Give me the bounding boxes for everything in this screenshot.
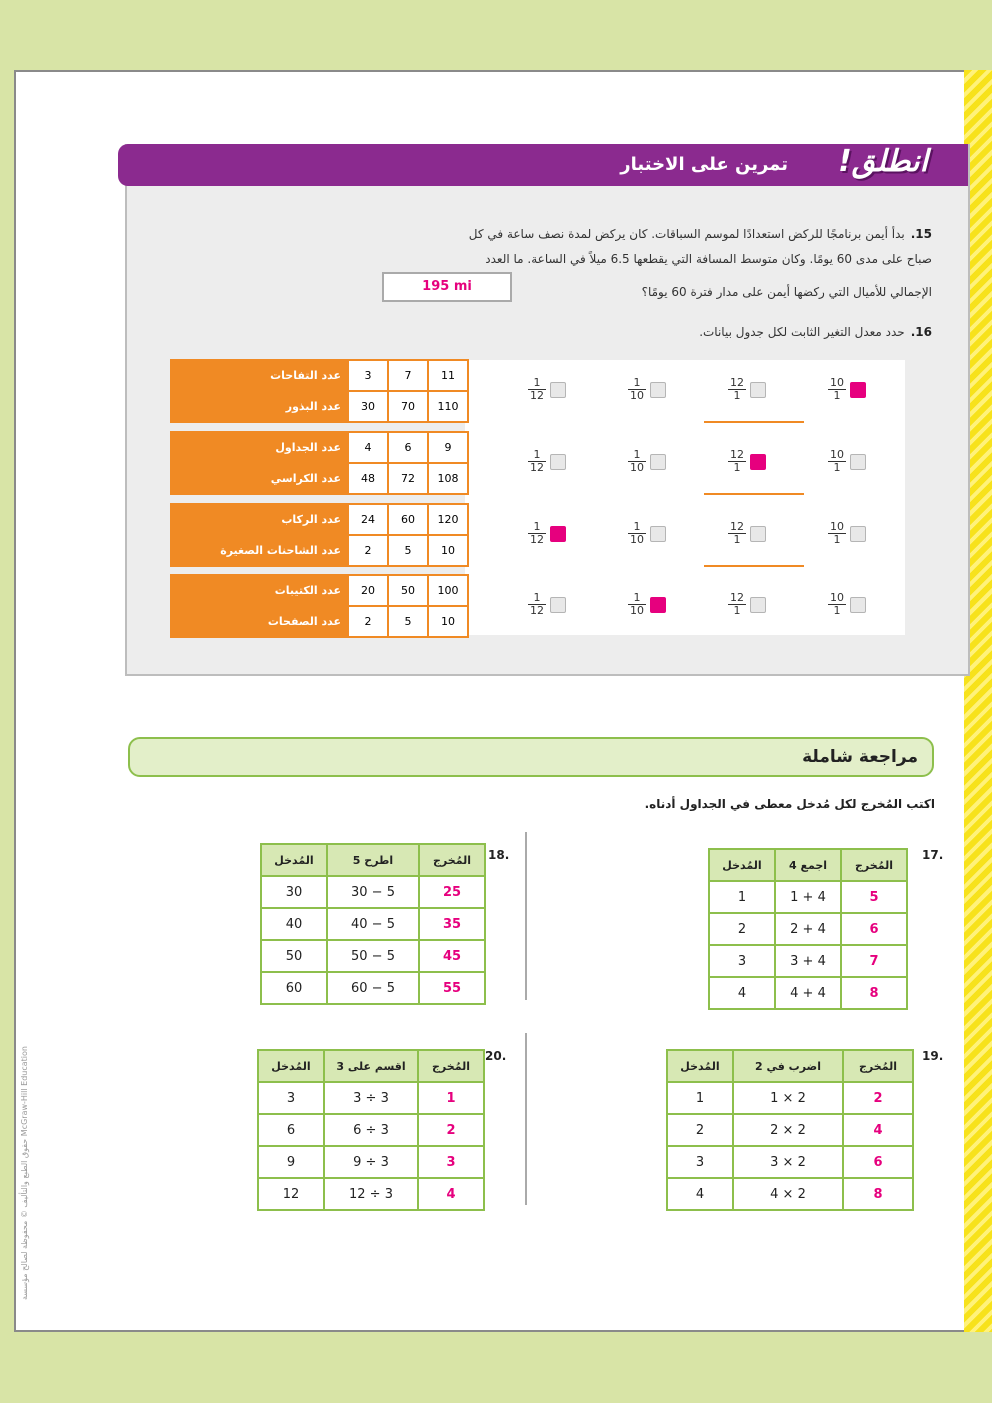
- numerator: 1: [628, 377, 646, 390]
- table-cell: 5: [388, 606, 428, 637]
- row-label: عدد الشاحنات الصغيرة: [171, 535, 348, 566]
- rule-cell: 12 ÷ 3: [324, 1178, 418, 1210]
- question-text-line1: بدأ أيمن برنامجًا للركض استعدادًا لموسم السباقات. كان يركض لمدة نصف ساعة في كل: [468, 227, 905, 241]
- rule-cell: 1 × 2: [733, 1082, 843, 1114]
- test-practice-banner: [118, 144, 968, 186]
- table-cell: 60: [388, 504, 428, 535]
- row-label: عدد البذور: [171, 391, 348, 422]
- table-cell: 100: [428, 575, 468, 606]
- denominator: 10: [630, 533, 644, 546]
- denominator: 10: [630, 389, 644, 402]
- table-cell: 110: [428, 391, 468, 422]
- column-header: المُدخل: [258, 1050, 324, 1082]
- divider: [525, 1033, 527, 1205]
- fraction: [628, 592, 646, 617]
- denominator: 1: [833, 533, 841, 546]
- rule-cell: 40 − 5: [327, 908, 419, 940]
- choice-option[interactable]: [628, 449, 666, 474]
- output-cell[interactable]: 4: [418, 1178, 484, 1210]
- checkbox[interactable]: [750, 597, 766, 613]
- choice-option[interactable]: [628, 521, 666, 546]
- choice-option[interactable]: [628, 592, 666, 617]
- numerator: 10: [830, 520, 844, 533]
- fraction: [628, 521, 646, 546]
- input-cell: 2: [667, 1114, 733, 1146]
- numerator: 10: [830, 591, 844, 604]
- table-cell: 2: [348, 606, 388, 637]
- checkbox[interactable]: [750, 382, 766, 398]
- review-title: مراجعة شاملة: [802, 747, 918, 767]
- table-row: [709, 977, 907, 1009]
- rule-cell: 2 × 2: [733, 1114, 843, 1146]
- column-header: المُدخل: [261, 844, 327, 876]
- table-cell: 24: [348, 504, 388, 535]
- numerator: 1: [528, 377, 546, 390]
- fraction: [828, 592, 846, 617]
- checkbox[interactable]: [750, 526, 766, 542]
- table-row: [667, 1178, 913, 1210]
- function-table: [257, 1049, 485, 1211]
- column-header: المُخرج: [843, 1050, 913, 1082]
- choice-option[interactable]: [828, 449, 866, 474]
- checkbox[interactable]: [850, 382, 866, 398]
- row-label: عدد الركاب: [171, 504, 348, 535]
- input-cell: 3: [258, 1082, 324, 1114]
- numerator: 12: [730, 376, 744, 389]
- output-cell[interactable]: 6: [843, 1146, 913, 1178]
- rule-cell: 30 − 5: [327, 876, 419, 908]
- table-cell: 20: [348, 575, 388, 606]
- input-cell: 30: [261, 876, 327, 908]
- checkbox[interactable]: [550, 526, 566, 542]
- column-header: اضرب في 2: [733, 1050, 843, 1082]
- fraction: [828, 449, 846, 474]
- rule-cell: 1 + 4: [775, 881, 841, 913]
- denominator: 12: [530, 461, 544, 474]
- numerator: 12: [730, 591, 744, 604]
- choice-option[interactable]: [828, 377, 866, 402]
- choice-option[interactable]: [728, 449, 766, 474]
- output-cell[interactable]: 4: [843, 1114, 913, 1146]
- checkbox[interactable]: [550, 597, 566, 613]
- table-number: 17.: [922, 848, 944, 862]
- checkbox[interactable]: [850, 454, 866, 470]
- rule-cell: 9 ÷ 3: [324, 1146, 418, 1178]
- denominator: 10: [630, 604, 644, 617]
- choice-option[interactable]: [528, 521, 566, 546]
- copyright-credit: حقوق الطبع والتأليف © محفوظة لصالح مؤسسة McGraw-Hill Education: [20, 1046, 29, 1300]
- input-cell: 4: [709, 977, 775, 1009]
- output-cell[interactable]: 55: [419, 972, 485, 1004]
- denominator: 12: [530, 604, 544, 617]
- review-header: [128, 737, 934, 777]
- numerator: 1: [528, 592, 546, 605]
- function-table: [708, 848, 908, 1010]
- question-number: 16.: [910, 325, 932, 339]
- numerator: 12: [730, 520, 744, 533]
- question-prompt: حدد معدل التغير الثابت لكل جدول بيانات.: [699, 325, 905, 339]
- output-cell[interactable]: 5: [841, 881, 907, 913]
- rule-cell: 4 × 2: [733, 1178, 843, 1210]
- numerator: 10: [830, 448, 844, 461]
- table-cell: 5: [388, 535, 428, 566]
- output-cell[interactable]: 7: [841, 945, 907, 977]
- rate-table: [170, 503, 469, 567]
- denominator: 1: [733, 604, 741, 617]
- table-row: [258, 1178, 484, 1210]
- output-cell[interactable]: 8: [841, 977, 907, 1009]
- rule-cell: 3 + 4: [775, 945, 841, 977]
- column-header: المُدخل: [709, 849, 775, 881]
- fraction: [528, 592, 546, 617]
- row-label: عدد الكتيبات: [171, 575, 348, 606]
- fraction: [828, 521, 846, 546]
- rule-cell: 4 + 4: [775, 977, 841, 1009]
- fraction: [528, 521, 546, 546]
- input-cell: 12: [258, 1178, 324, 1210]
- table-cell: 108: [428, 463, 468, 494]
- output-cell[interactable]: 2: [843, 1082, 913, 1114]
- table-row: [261, 972, 485, 1004]
- checkbox[interactable]: [550, 382, 566, 398]
- output-cell[interactable]: 25: [419, 876, 485, 908]
- question-16: [699, 325, 932, 339]
- table-row: [709, 881, 907, 913]
- table-row: [261, 876, 485, 908]
- input-cell: 3: [667, 1146, 733, 1178]
- denominator: 1: [733, 389, 741, 402]
- table-row: [709, 945, 907, 977]
- fraction: [828, 377, 846, 402]
- input-cell: 6: [258, 1114, 324, 1146]
- choice-option[interactable]: [728, 521, 766, 546]
- input-cell: 40: [261, 908, 327, 940]
- rule-cell: 6 ÷ 3: [324, 1114, 418, 1146]
- checkbox[interactable]: [650, 526, 666, 542]
- rate-table: [170, 574, 469, 638]
- denominator: 1: [833, 461, 841, 474]
- table-cell: 10: [428, 535, 468, 566]
- table-cell: 50: [388, 575, 428, 606]
- checkbox[interactable]: [850, 526, 866, 542]
- output-cell[interactable]: 35: [419, 908, 485, 940]
- divider: [525, 832, 527, 1000]
- column-header: اجمع 4: [775, 849, 841, 881]
- row-label: عدد الجداول: [171, 432, 348, 463]
- choice-option[interactable]: [828, 592, 866, 617]
- rule-cell: 50 − 5: [327, 940, 419, 972]
- answer-box-15[interactable]: 195 mi: [382, 272, 512, 302]
- column-header: المُخرج: [419, 844, 485, 876]
- fraction: [728, 449, 746, 474]
- table-cell: 70: [388, 391, 428, 422]
- checkbox[interactable]: [750, 454, 766, 470]
- denominator: 12: [530, 389, 544, 402]
- table-cell: 9: [428, 432, 468, 463]
- fraction: [728, 377, 746, 402]
- fraction: [528, 449, 546, 474]
- row-label: عدد التفاحات: [171, 360, 348, 391]
- column-header: المُخرج: [418, 1050, 484, 1082]
- row-label: عدد الصفحات: [171, 606, 348, 637]
- fraction: [628, 449, 646, 474]
- checkbox[interactable]: [550, 454, 566, 470]
- rule-cell: 60 − 5: [327, 972, 419, 1004]
- rate-table: [170, 359, 469, 423]
- banner-logo: انطلق!: [838, 144, 928, 179]
- table-row: [261, 908, 485, 940]
- separator-line: [704, 565, 804, 567]
- table-row: [261, 940, 485, 972]
- table-row: [667, 1146, 913, 1178]
- table-cell: 30: [348, 391, 388, 422]
- denominator: 1: [733, 533, 741, 546]
- numerator: 10: [830, 376, 844, 389]
- choice-option[interactable]: [728, 592, 766, 617]
- denominator: 1: [833, 604, 841, 617]
- column-header: المُخرج: [841, 849, 907, 881]
- numerator: 1: [628, 449, 646, 462]
- input-cell: 9: [258, 1146, 324, 1178]
- table-cell: 120: [428, 504, 468, 535]
- numerator: 12: [730, 448, 744, 461]
- table-number: 19.: [922, 1049, 944, 1063]
- output-cell[interactable]: 3: [418, 1146, 484, 1178]
- separator-line: [704, 421, 804, 423]
- checkbox[interactable]: [850, 597, 866, 613]
- input-cell: 2: [709, 913, 775, 945]
- choice-option[interactable]: [728, 377, 766, 402]
- table-cell: 11: [428, 360, 468, 391]
- table-cell: 6: [388, 432, 428, 463]
- choice-option[interactable]: [628, 377, 666, 402]
- table-cell: 3: [348, 360, 388, 391]
- checkbox[interactable]: [650, 454, 666, 470]
- choice-option[interactable]: [528, 592, 566, 617]
- input-cell: 1: [709, 881, 775, 913]
- table-cell: 2: [348, 535, 388, 566]
- input-cell: 1: [667, 1082, 733, 1114]
- input-cell: 60: [261, 972, 327, 1004]
- input-cell: 3: [709, 945, 775, 977]
- rule-cell: 3 × 2: [733, 1146, 843, 1178]
- checkbox[interactable]: [650, 382, 666, 398]
- table-row: [258, 1114, 484, 1146]
- column-header: اطرح 5: [327, 844, 419, 876]
- denominator: 10: [630, 461, 644, 474]
- table-cell: 7: [388, 360, 428, 391]
- output-cell[interactable]: 1: [418, 1082, 484, 1114]
- output-cell[interactable]: 6: [841, 913, 907, 945]
- denominator: 1: [833, 389, 841, 402]
- separator-line: [704, 493, 804, 495]
- input-cell: 50: [261, 940, 327, 972]
- function-table: [666, 1049, 914, 1211]
- question-text-line3: الإجمالي للأميال التي ركضها أيمن على مدار فترة 60 يومًا؟: [641, 285, 932, 299]
- checkbox[interactable]: [650, 597, 666, 613]
- denominator: 1: [733, 461, 741, 474]
- choice-option[interactable]: [528, 449, 566, 474]
- table-number: 20.: [485, 1049, 507, 1063]
- table-cell: 48: [348, 463, 388, 494]
- choice-option[interactable]: [828, 521, 866, 546]
- output-cell[interactable]: 8: [843, 1178, 913, 1210]
- function-table: [260, 843, 486, 1005]
- table-row: [709, 913, 907, 945]
- output-cell[interactable]: 2: [418, 1114, 484, 1146]
- review-instruction: اكتب المُخرج لكل مُدخل معطى في الجداول أدناه.: [644, 797, 935, 811]
- question-text-line2: صباح على مدى 60 يومًا. وكان متوسط المسافة التي يقطعها 6.5 ميلاً في الساعة. ما العدد: [485, 252, 932, 266]
- rate-table: [170, 431, 469, 495]
- input-cell: 4: [667, 1178, 733, 1210]
- table-row: [667, 1082, 913, 1114]
- denominator: 12: [530, 533, 544, 546]
- fraction: [528, 377, 546, 402]
- rule-cell: 3 ÷ 3: [324, 1082, 418, 1114]
- table-cell: 72: [388, 463, 428, 494]
- fraction: [628, 377, 646, 402]
- table-row: [667, 1114, 913, 1146]
- fraction: [728, 521, 746, 546]
- row-label: عدد الكراسي: [171, 463, 348, 494]
- table-cell: 10: [428, 606, 468, 637]
- table-cell: 4: [348, 432, 388, 463]
- numerator: 1: [528, 449, 546, 462]
- numerator: 1: [528, 521, 546, 534]
- column-header: اقسم على 3: [324, 1050, 418, 1082]
- table-number: 18.: [488, 848, 510, 862]
- fraction: [728, 592, 746, 617]
- output-cell[interactable]: 45: [419, 940, 485, 972]
- rule-cell: 2 + 4: [775, 913, 841, 945]
- numerator: 1: [628, 592, 646, 605]
- column-header: المُدخل: [667, 1050, 733, 1082]
- table-row: [258, 1082, 484, 1114]
- numerator: 1: [628, 521, 646, 534]
- banner-subtitle: تمرين على الاختبار: [620, 154, 788, 175]
- choice-option[interactable]: [528, 377, 566, 402]
- table-row: [258, 1146, 484, 1178]
- question-number: 15.: [910, 227, 932, 241]
